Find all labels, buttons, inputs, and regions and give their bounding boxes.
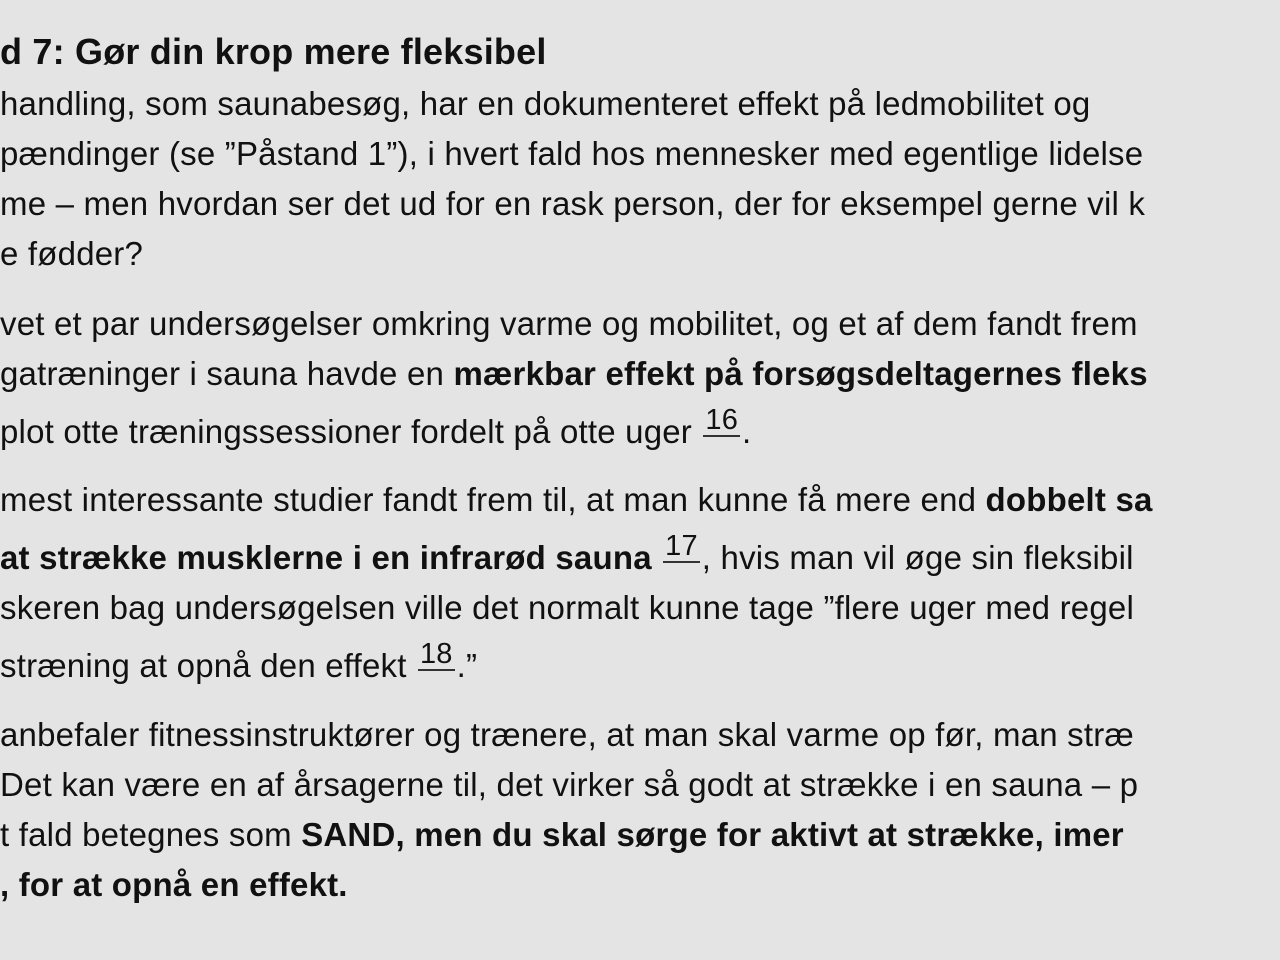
paragraph-2-line-2 <box>0 354 1148 394</box>
paragraph-4-line-1: anbefaler fitnessinstruktører og trænere, at man skal varme op før, man stræ <box>0 716 1134 753</box>
footnote-ref-16[interactable]: 16 <box>705 404 739 436</box>
paragraph-3-bold-text: dobbelt sa <box>985 481 1153 518</box>
paragraph-3-bold-text-2: at strække musklerne i en infrarød sauna <box>0 539 662 576</box>
paragraph-4-text: t fald betegnes som <box>0 816 302 853</box>
paragraph-3-text-4: stræning at opnå den effekt <box>0 647 416 684</box>
paragraph-3-text-2: , hvis man vil øge sin fleksibil <box>701 539 1134 576</box>
paragraph-1-line-1: handling, som saunabesøg, har en dokumenteret effekt på ledmobilitet og <box>0 85 1091 122</box>
paragraph-4-line-3 <box>0 815 1124 855</box>
paragraph-1-line-2: pændinger (se ”Påstand 1”), i hvert fald hos mennesker med egentlige lidelse <box>0 135 1144 172</box>
paragraph-3-line-1 <box>0 480 1153 520</box>
paragraph-2-text: gatræninger i sauna havde en <box>0 355 454 392</box>
paragraph-3-line-4 <box>0 638 478 686</box>
footnote-ref-17[interactable]: 17 <box>665 530 698 562</box>
paragraph-2-period: . <box>742 413 752 450</box>
paragraph-3-line-3: skeren bag undersøgelsen ville det normalt kunne tage ”flere uger med regel <box>0 589 1134 626</box>
paragraph-3-quote-end: .” <box>456 647 478 684</box>
paragraph-4-bold-text-2: , for at opnå en effekt. <box>0 866 348 903</box>
paragraph-2-line-3 <box>0 404 752 452</box>
paragraph-4-bold-text: SAND, men du skal sørge for aktivt at strække, imer <box>301 816 1124 853</box>
paragraph-3-line-2 <box>0 530 1134 578</box>
paragraph-4-line-2: Det kan være en af årsagerne til, det virker så godt at strække i en sauna – p <box>0 766 1139 803</box>
paragraph-2-line-1: vet et par undersøgelser omkring varme og mobilitet, og et af dem fandt frem <box>0 305 1138 342</box>
paragraph-1-line-4: e fødder? <box>0 235 144 272</box>
paragraph-3-text: mest interessante studier fandt frem til, at man kunne få mere end <box>0 481 986 518</box>
paragraph-2-text-end: plot otte træningssessioner fordelt på otte uger <box>0 413 702 450</box>
paragraph-4-line-4 <box>0 865 348 905</box>
footnote-ref-18[interactable]: 18 <box>419 638 453 670</box>
paragraph-2-bold-text: mærkbar effekt på forsøgsdeltagernes fleks <box>453 355 1148 392</box>
section-heading: d 7: Gør din krop mere fleksibel <box>0 31 547 72</box>
paragraph-1-line-3: me – men hvordan ser det ud for en rask person, der for eksempel gerne vil k <box>0 185 1146 222</box>
